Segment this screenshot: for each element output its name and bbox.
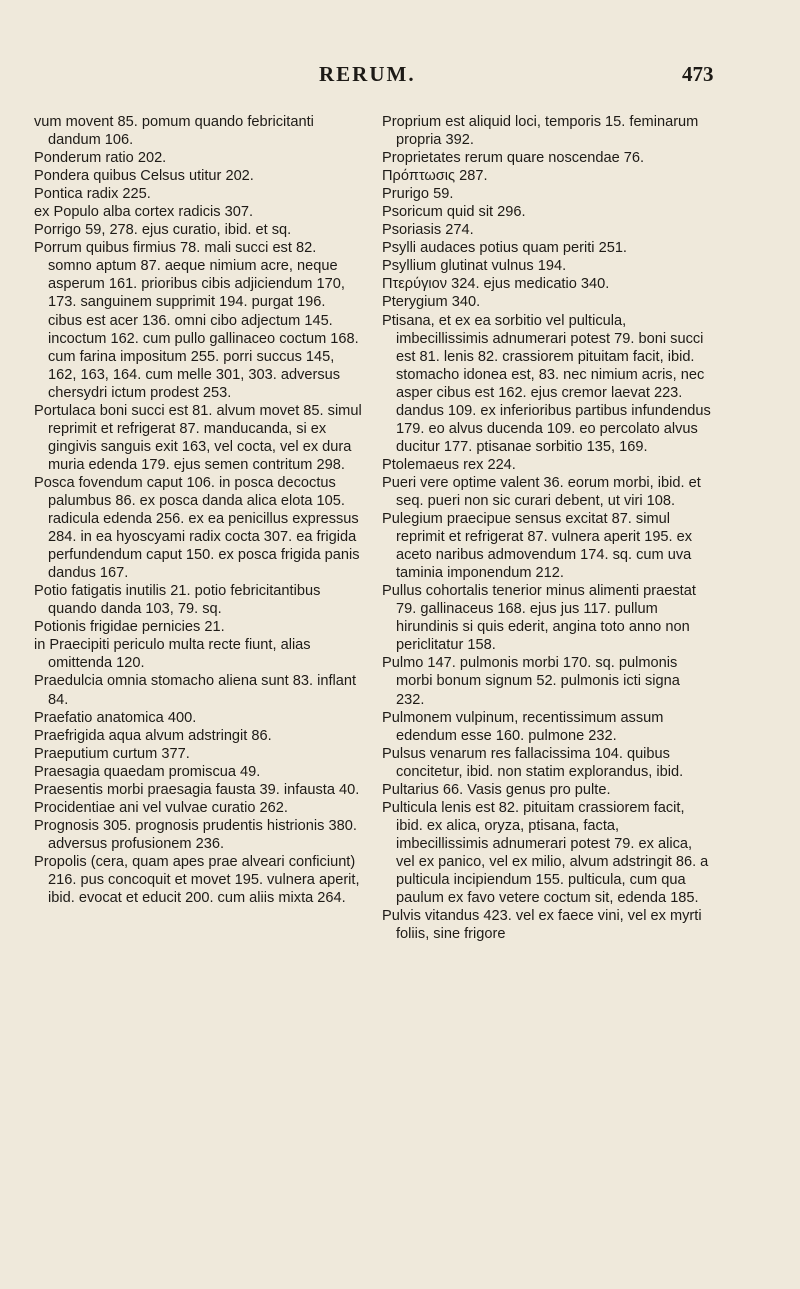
- index-entry: Ponderum ratio 202.: [34, 150, 167, 167]
- index-entry: Porrum quibus firmius 78. mali succi est 82. somno aptum 87. aeque nimium acre, neque asperum 161. prioribus cibis adjiciendum 170, 173. sanguinem supprimit 194. purgat 196. cibus est acer 136. omni cibo adjectum 145. incoctum 162. cum pullo gallinaceo coctum 168. cum farina impositum 255. porri succus 145, 162, 163, 164. cum melle 301, 303. adversus chersydri ictum prodest 253.: [34, 240, 363, 401]
- index-entry: Pullus cohortalis tenerior minus alimenti praestat 79. gallinaceus 168. ejus jus 117. pullum hirundinis si quis ederit, angina toto anno non periclitatur 158.: [382, 583, 700, 654]
- page-number: 473: [682, 62, 714, 86]
- index-entry: Pterygium 340.: [382, 294, 481, 311]
- index-entry: Pulmo 147. pulmonis morbi 170. sq. pulmonis morbi bonum signum 52. pulmonis icti signa 232.: [382, 655, 684, 708]
- index-entry: Portulaca boni succi est 81. alvum movet 85. simul reprimit et refrigerat 87. manducanda, si ex gingivis sanguis exit 163, vel cocta, vel ex dura muria edenda 179. ejus semen contritum 298.: [34, 402, 366, 473]
- index-entry: Praesentis morbi praesagia fausta 39. infausta 40.: [34, 781, 360, 798]
- index-entry: Πτερύγιον 324. ejus medicatio 340.: [382, 276, 610, 293]
- index-entry: Psoricum quid sit 296.: [382, 204, 526, 221]
- index-entry: Prurigo 59.: [382, 186, 454, 203]
- index-entry: Proprietates rerum quare noscendae 76.: [382, 150, 645, 167]
- index-entry: Pulsus venarum res fallacissima 104. quibus concitetur, ibid. non statim explorandus, ibid.: [382, 745, 684, 780]
- index-entry: Pulvis vitandus 423. vel ex faece vini, vel ex myrti foliis, sine frigore: [382, 908, 706, 943]
- index-entry: vum movent 85. pomum quando febricitanti dandum 106.: [34, 114, 318, 149]
- index-entry: Pueri vere optime valent 36. eorum morbi, ibid. et seq. pueri non sic curari debent, ut viri 108.: [382, 474, 705, 509]
- index-entry: Praesagia quaedam promiscua 49.: [34, 763, 261, 780]
- index-entry: Potio fatigatis inutilis 21. potio febricitantibus quando danda 103, 79. sq.: [34, 583, 325, 618]
- index-entry: Psyllium glutinat vulnus 194.: [382, 258, 567, 275]
- index-entry: Procidentiae ani vel vulvae curatio 262.: [34, 799, 288, 816]
- index-entry: Pulmonem vulpinum, recentissimum assum edendum esse 160. pulmone 232.: [382, 709, 668, 744]
- index-entry: Potionis frigidae pernicies 21.: [34, 619, 225, 636]
- index-entry: Ptisana, et ex ea sorbitio vel pulticula, imbecillissimis adnumerari potest 79. boni succi est 81. lenis 82. crassiorem pituitam facit, ibid. stomacho idonea est, 83. nec nimium acris, nec asper cibus est 162. ejus cremor laevat 223. dandus 109. ex inferioribus partibus infundendus 179. eo alvus ducenda 109. eo percolato alvus ducitur 177. ptisanae sorbitio 135, 169.: [382, 312, 715, 455]
- index-entry: Praefrigida aqua alvum adstringit 86.: [34, 727, 272, 744]
- index-entry: Πρόπτωσις 287.: [382, 168, 488, 185]
- index-entry: Psoriasis 274.: [382, 222, 474, 239]
- index-entry: in Praecipiti periculo multa recte fiunt, alias omittenda 120.: [34, 637, 315, 672]
- index-entry: Porrigo 59, 278. ejus curatio, ibid. et sq.: [34, 222, 292, 239]
- index-entry: Praeputium curtum 377.: [34, 745, 190, 762]
- index-entry: Propolis (cera, quam apes prae alveari conficiunt) 216. pus concoquit et movet 195. vulnera aperit, ibid. evocat et educit 200. cum aliis mixta 264.: [34, 853, 364, 907]
- index-entry: Psylli audaces potius quam periti 251.: [382, 240, 627, 257]
- index-entry: Proprium est aliquid loci, temporis 15. feminarum propria 392.: [382, 114, 703, 149]
- index-entry: Pultarius 66. Vasis genus pro pulte.: [382, 781, 611, 798]
- index-column-right: [382, 113, 715, 943]
- index-entry: Ptolemaeus rex 224.: [382, 456, 516, 473]
- index-entry: Praedulcia omnia stomacho aliena sunt 83. inflant 84.: [34, 673, 361, 708]
- index-entry: Prognosis 305. prognosis prudentis histrionis 380. adversus profusionem 236.: [34, 817, 361, 852]
- index-entry: Pulegium praecipue sensus excitat 87. simul reprimit et refrigerat 87. vulnera aperit 195. ex aceto naribus admovendum 174. sq. cum uva taminia imponendum 212.: [382, 511, 697, 582]
- index-column-left: [34, 113, 366, 907]
- index-entry: Pondera quibus Celsus utitur 202.: [34, 168, 254, 185]
- index-entry: Pulticula lenis est 82. pituitam crassiorem facit, ibid. ex alica, oryza, ptisana, facta, imbecillissimis adnumerari potest 79. ex alica, vel ex panico, vel ex milio, alvum adstringit 86. a pulticula incipiendum 155. pulticula, cum qua paulum ex favo vetere coctum sit, edenda 185.: [382, 799, 713, 907]
- index-entry: Praefatio anatomica 400.: [34, 709, 197, 726]
- index-entry: Posca fovendum caput 106. in posca decoctus palumbus 86. ex posca danda alica elota 105. radicula edenda 256. ex ea penicillus expressus 284. in ea hyoscyami radix cocta 307. ea frigida perfundendum caput 150. ex posca frigida panis dandus 167.: [34, 474, 364, 582]
- index-entry: Pontica radix 225.: [34, 186, 151, 203]
- index-entry: ex Populo alba cortex radicis 307.: [34, 204, 254, 221]
- running-head: RERUM.: [319, 62, 416, 86]
- page-header: [0, 62, 800, 92]
